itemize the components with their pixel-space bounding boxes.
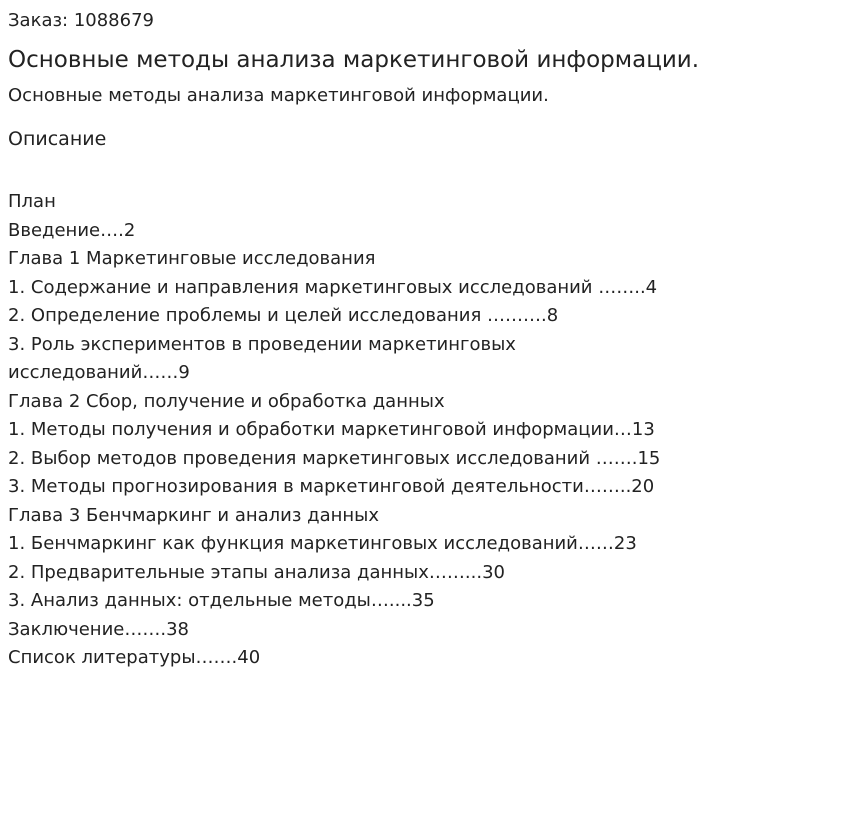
page-subtitle: Основные методы анализа маркетинговой информации. [8,85,549,106]
toc-item: 2. Определение проблемы и целей исследования ……….8 [8,305,559,326]
toc-item-conclusion: Заключение…….38 [8,618,189,640]
toc-item-bibliography: Список литературы…….40 [8,647,261,668]
toc-item: 3. Анализ данных: отдельные методы…....35 [8,590,435,611]
table-of-contents [8,188,839,673]
toc-chapter-2: Глава 2 Сбор, получение и обработка данных [8,390,445,412]
page-title: Основные методы анализа маркетинговой информации. [8,47,700,73]
toc-item: 3. Методы прогнозирования в маркетинговой деятельности……..20 [8,476,655,497]
toc-chapter-1: Глава 1 Маркетинговые исследования [8,248,376,269]
toc-item: 1. Методы получения и обработки маркетинговой информации…13 [8,419,655,440]
toc-item: 2. Предварительные этапы анализа данных……...30 [8,561,505,583]
order-number: Заказ: 1088679 [8,10,154,31]
toc-item: 2. Выбор методов проведения маркетинговых исследований …….15 [8,447,661,469]
toc-item-plan: План [8,191,56,212]
toc-item-introduction: Введение….2 [8,219,136,241]
toc-chapter-3: Глава 3 Бенчмаркинг и анализ данных [8,504,380,526]
toc-item: 1. Бенчмаркинг как функция маркетинговых исследований……23 [8,533,637,554]
toc-item: 3. Роль экспериментов в проведении маркетинговых исследований……9 [8,333,516,383]
toc-item: 1. Содержание и направления маркетинговых исследований ……..4 [8,276,658,298]
description-heading: Описание [8,128,107,150]
